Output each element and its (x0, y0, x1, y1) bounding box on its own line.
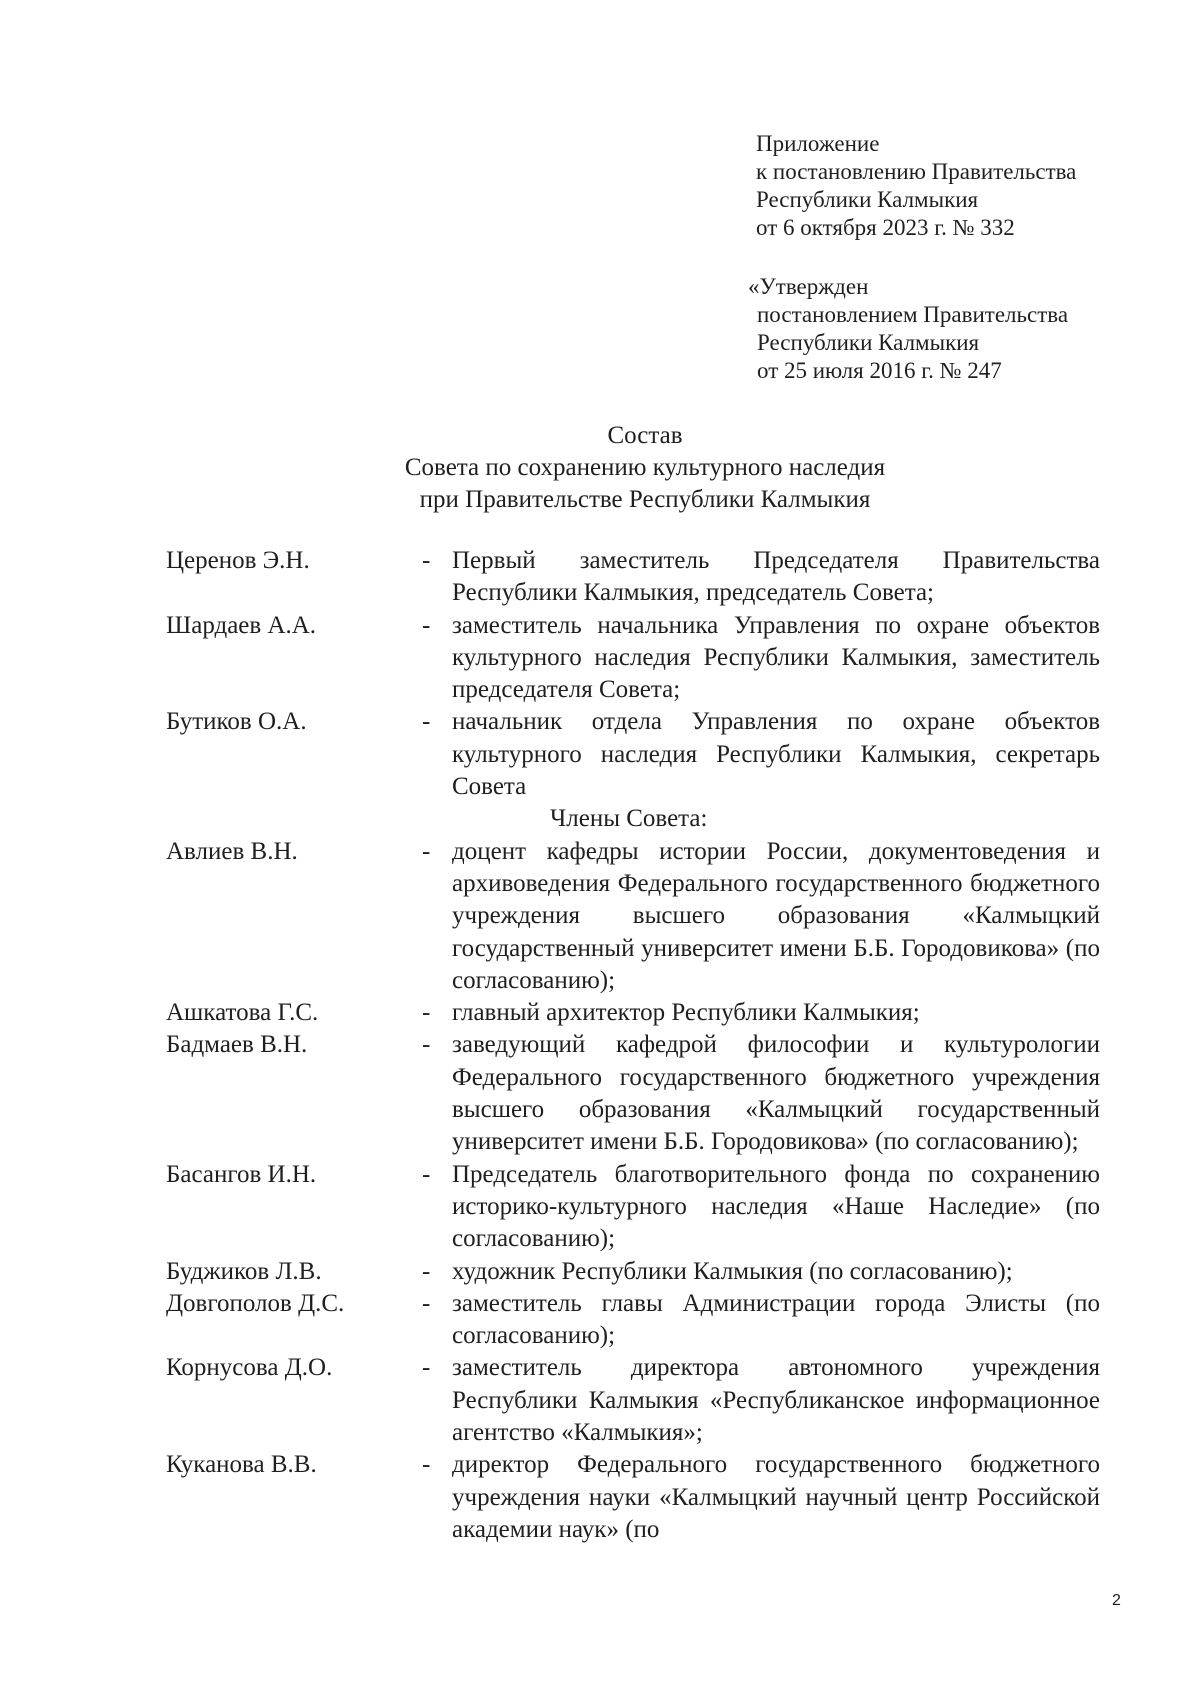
member-name: Куканова В.В. (166, 1451, 317, 1479)
dash-separator: - (422, 611, 431, 639)
member-name: Ашкатова Г.С. (166, 999, 319, 1027)
approved-reference: постановлением Правительства (757, 302, 1069, 327)
member-role: директор Федерального государственного бюджетного учреждения науки «Калмыцкий научный центр Российской академии наук» (по (452, 1451, 1100, 1543)
title-composition: Состав (607, 422, 683, 449)
list-item (166, 997, 1100, 1029)
dash-separator: - (422, 708, 431, 736)
list-item (166, 1159, 1100, 1256)
dash-separator: - (422, 1257, 431, 1285)
dash-separator: - (422, 1031, 431, 1059)
dash-separator: - (422, 547, 431, 574)
member-role: Председатель благотворительного фонда по сохранению историко-культурного наследия «Наше Наследие» (по согласованию); (452, 1160, 1100, 1253)
member-name: Церенов Э.Н. (166, 547, 310, 574)
list-item (166, 545, 1100, 610)
appendix-republic: Республики Калмыкия (756, 187, 979, 212)
approved-date: от 25 июля 2016 г. № 247 (757, 358, 1002, 383)
appendix-reference: к постановлению Правительства (756, 159, 1077, 184)
member-name: Буджиков Л.В. (166, 1257, 322, 1285)
member-role: художник Республики Калмыкия (по согласованию); (452, 1257, 1013, 1285)
dash-separator: - (422, 999, 431, 1027)
list-item (166, 610, 1100, 707)
member-role: заместитель главы Администрации города Элисты (по согласованию); (452, 1289, 1100, 1350)
appendix-date: от 6 октября 2023 г. № 332 (756, 215, 1015, 240)
dash-separator: - (422, 1451, 431, 1479)
member-role: начальник отдела Управления по охране объектов культурного наследия Республики Калмыкия, секретарь Совета (452, 708, 1100, 801)
dash-separator: - (422, 1289, 431, 1317)
member-name: Корнусова Д.О. (166, 1354, 333, 1382)
appendix-title: Приложение (756, 131, 880, 156)
member-name: Бутиков О.А. (166, 708, 307, 736)
title-government: при Правительстве Республики Калмыкия (419, 486, 871, 513)
approved-header (748, 273, 1068, 385)
dash-separator: - (422, 1160, 431, 1188)
dash-separator: - (422, 1354, 431, 1382)
title-council: Совета по сохранению культурного наследия (404, 454, 886, 481)
document-title (0, 420, 1200, 516)
dash-separator: - (422, 837, 431, 865)
page-number: 2 (1112, 1592, 1121, 1609)
approved-republic: Республики Калмыкия (757, 330, 980, 355)
member-name: Басангов И.Н. (166, 1160, 317, 1188)
list-item (166, 1029, 1100, 1158)
council-list (166, 545, 1100, 1546)
list-item (166, 1256, 1100, 1288)
list-item (166, 1449, 1100, 1546)
members-heading: Члены Совета: (550, 805, 708, 833)
list-item (166, 1352, 1100, 1449)
appendix-header (756, 130, 1076, 242)
member-role: доцент кафедры истории России, документоведения и архивоведения Федерального государственного бюджетного учреждения высшего образования «Калмыцкий государственный университет имени Б.Б. Городовикова» (по согласованию); (452, 837, 1100, 994)
member-role: заведующий кафедрой философии и культурологии Федерального государственного бюджетного учреждения высшего образования «Калмыцкий государственный университет имени Б.Б. Городовикова» (по согласованию); (452, 1031, 1100, 1156)
member-role: главный архитектор Республики Калмыкия; (452, 999, 920, 1027)
list-item (166, 706, 1100, 803)
member-role: заместитель начальника Управления по охране объектов культурного наследия Республики Калмыкия, заместитель председателя Совета; (452, 611, 1100, 704)
member-role: заместитель директора автономного учреждения Республики Калмыкия «Республиканское информационное агентство «Калмыкия»; (452, 1354, 1100, 1447)
member-role: Первый заместитель Председателя Правительства Республики Калмыкия, председатель Совета; (452, 547, 1100, 607)
approved-title: «Утвержден (748, 274, 869, 299)
list-item (166, 836, 1100, 997)
list-item (166, 1288, 1100, 1353)
member-name: Бадмаев В.Н. (166, 1031, 308, 1059)
member-name: Довгополов Д.С. (166, 1289, 345, 1317)
member-name: Шардаев А.А. (166, 611, 317, 639)
member-name: Авлиев В.Н. (166, 837, 298, 865)
